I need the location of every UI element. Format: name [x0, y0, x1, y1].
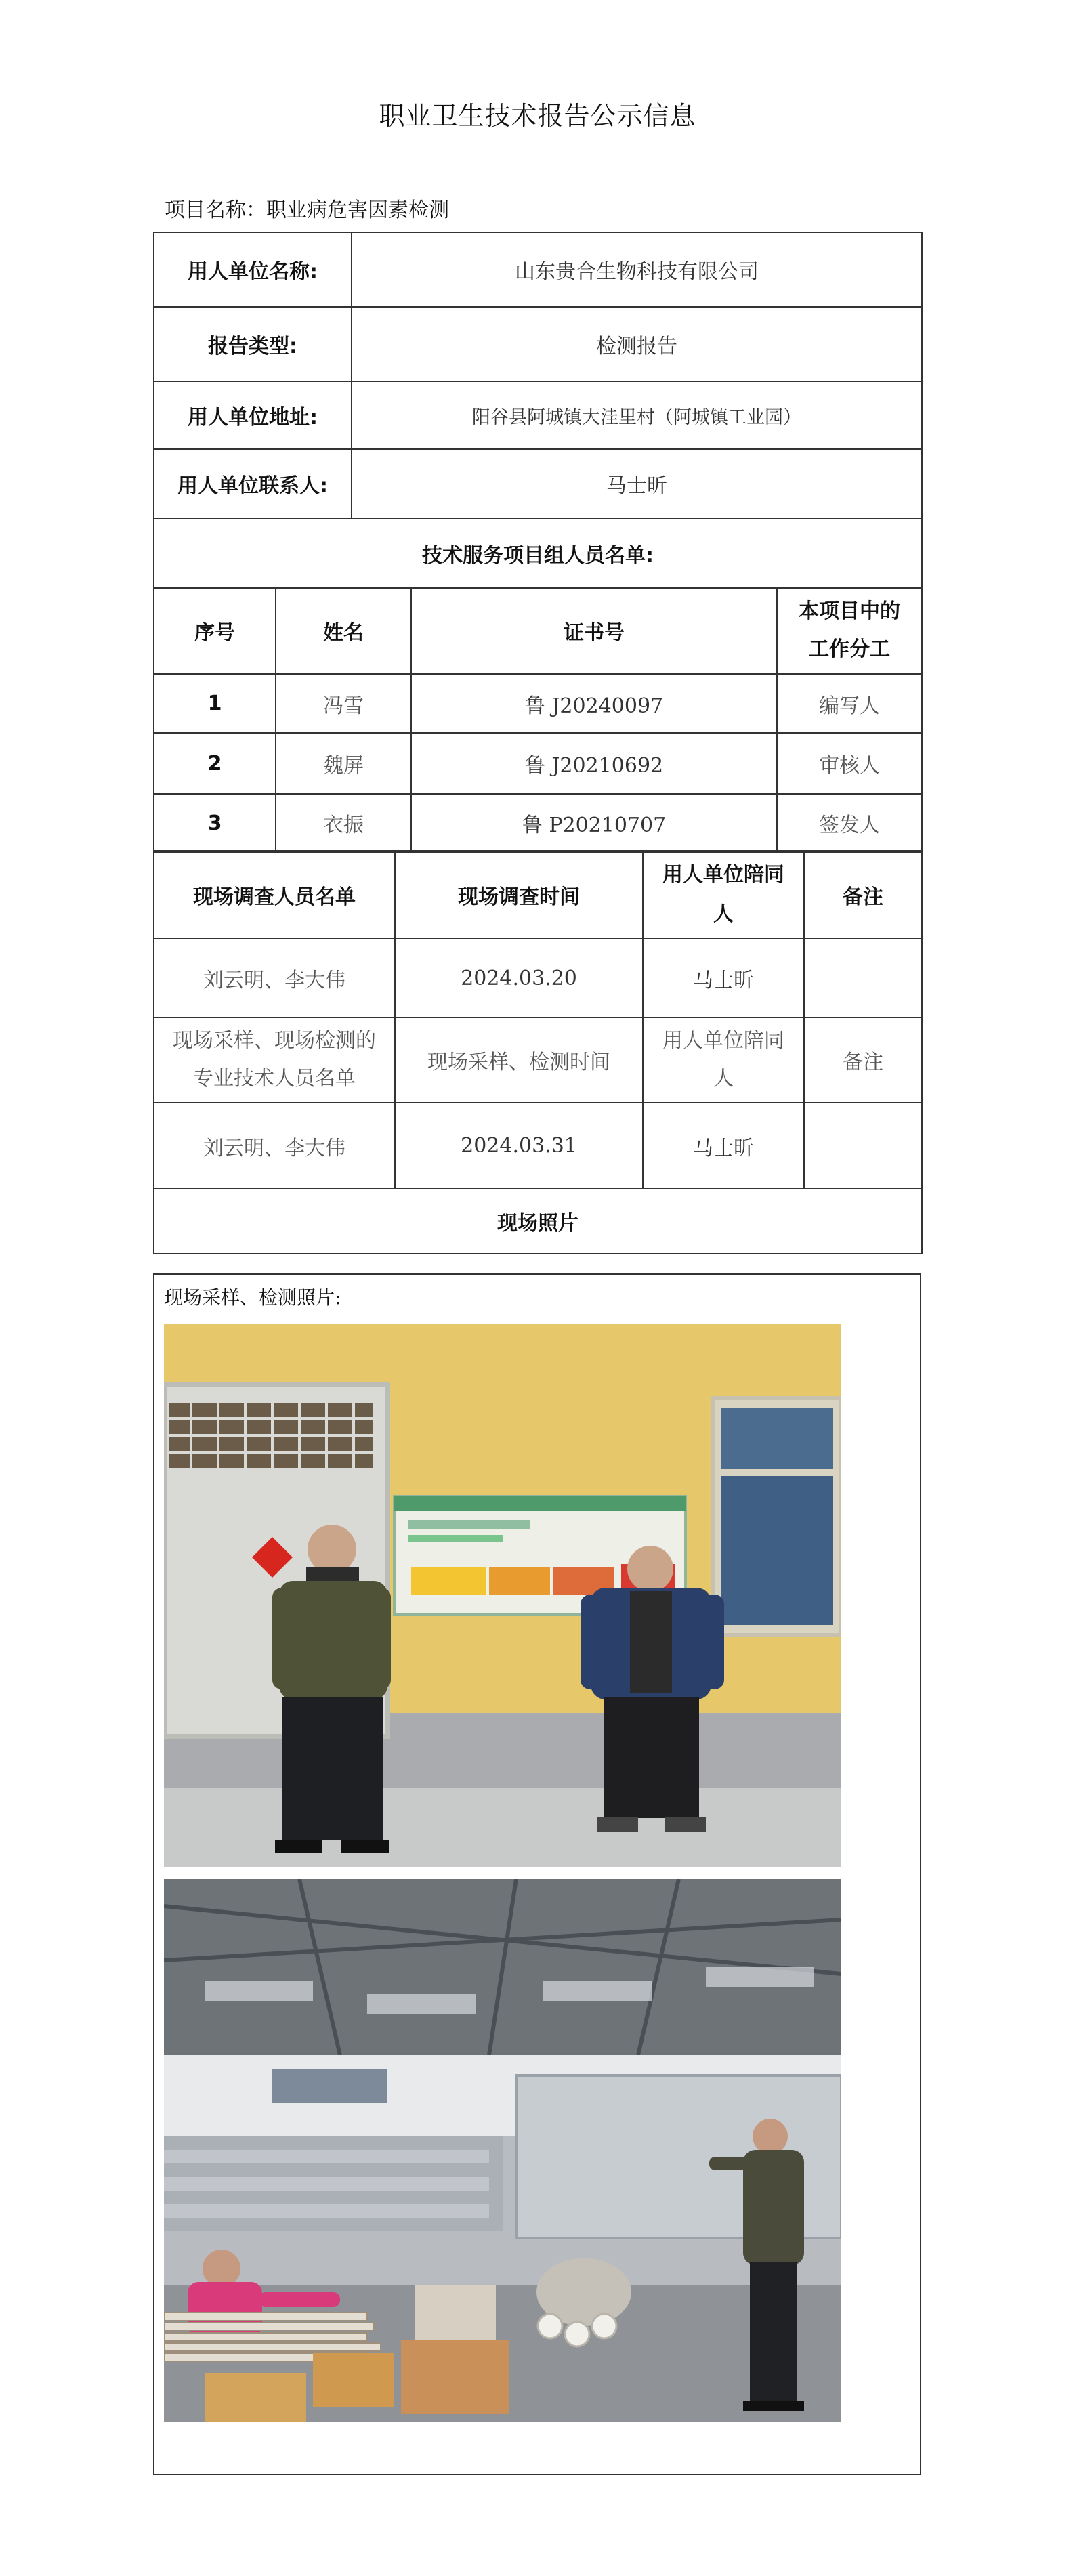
photos-section-title: 现场照片 — [154, 1189, 922, 1254]
team-header-role-line1: 本项目中的 — [799, 599, 900, 623]
sampling-companion: 马士昕 — [643, 1103, 804, 1189]
site-visit-image — [164, 1324, 841, 1867]
report-type: 检测报告 — [352, 307, 922, 381]
employer-address: 阳谷县阿城镇大洼里村（阿城镇工业园） — [352, 381, 922, 449]
member-cert: 鲁 J20210692 — [411, 733, 777, 794]
survey-people: 刘云明、李大伟 — [154, 939, 395, 1017]
survey-header-companion-line2: 人 — [713, 902, 734, 926]
sampling-people: 刘云明、李大伟 — [154, 1103, 395, 1189]
member-role: 签发人 — [777, 794, 922, 852]
survey-header-note: 备注 — [804, 851, 922, 939]
team-header-role — [777, 587, 922, 674]
sampling-header-note: 备注 — [804, 1017, 922, 1103]
table-row — [154, 733, 922, 794]
employer-name: 山东贵合生物科技有限公司 — [352, 232, 922, 307]
sampling-note — [804, 1103, 922, 1189]
photo-workshop — [164, 1879, 841, 2422]
survey-header-companion-line1: 用人单位陪同 — [662, 863, 784, 887]
sampling-header-companion-line2: 人 — [713, 1067, 734, 1091]
workshop-image — [164, 1879, 841, 2422]
project-label: 项目名称： — [165, 198, 266, 222]
project-name: 职业病危害因素检测 — [266, 198, 449, 222]
employer-address-label: 用人单位地址: — [154, 381, 352, 449]
sampling-header-people-line1: 现场采样、现场检测的 — [173, 1029, 376, 1053]
employer-contact: 马士昕 — [352, 449, 922, 518]
member-no: 3 — [154, 794, 276, 852]
survey-companion: 马士昕 — [643, 939, 804, 1017]
member-no: 2 — [154, 733, 276, 794]
survey-header-companion — [643, 851, 804, 939]
table-row — [154, 674, 922, 733]
photo-caption: 现场采样、检测照片: — [164, 1286, 341, 1309]
member-no: 1 — [154, 674, 276, 733]
employer-table — [153, 232, 923, 589]
survey-table — [153, 850, 923, 1254]
sampling-header-people — [154, 1017, 395, 1103]
sampling-header-companion — [643, 1017, 804, 1103]
photo-site-visit — [164, 1324, 841, 1867]
team-header-role-line2: 工作分工 — [809, 637, 890, 661]
sampling-header-people-line2: 专业技术人员名单 — [193, 1067, 356, 1091]
employer-name-label: 用人单位名称: — [154, 232, 352, 307]
table-row — [154, 939, 922, 1017]
member-name: 魏屏 — [276, 733, 411, 794]
member-cert: 鲁 P20210707 — [411, 794, 777, 852]
member-role: 编写人 — [777, 674, 922, 733]
survey-time: 2024.03.20 — [395, 939, 643, 1017]
survey-note — [804, 939, 922, 1017]
sampling-header-time: 现场采样、检测时间 — [395, 1017, 643, 1103]
table-row — [154, 1103, 922, 1189]
photo-box — [153, 1273, 921, 2475]
survey-header-people: 现场调查人员名单 — [154, 851, 395, 939]
team-header-name: 姓名 — [276, 587, 411, 674]
report-type-label: 报告类型: — [154, 307, 352, 381]
member-role: 审核人 — [777, 733, 922, 794]
team-header-cert: 证书号 — [411, 587, 777, 674]
employer-contact-label: 用人单位联系人: — [154, 449, 352, 518]
member-name: 冯雪 — [276, 674, 411, 733]
table-row — [154, 794, 922, 852]
member-cert: 鲁 J20240097 — [411, 674, 777, 733]
team-header-no: 序号 — [154, 587, 276, 674]
sampling-header-companion-line1: 用人单位陪同 — [662, 1029, 784, 1053]
sampling-time: 2024.03.31 — [395, 1103, 643, 1189]
survey-header-time: 现场调查时间 — [395, 851, 643, 939]
team-heading: 技术服务项目组人员名单: — [154, 518, 922, 589]
member-name: 衣振 — [276, 794, 411, 852]
page-title: 职业卫生技术报告公示信息 — [379, 101, 696, 131]
team-table — [153, 587, 923, 853]
project-line — [165, 193, 449, 223]
